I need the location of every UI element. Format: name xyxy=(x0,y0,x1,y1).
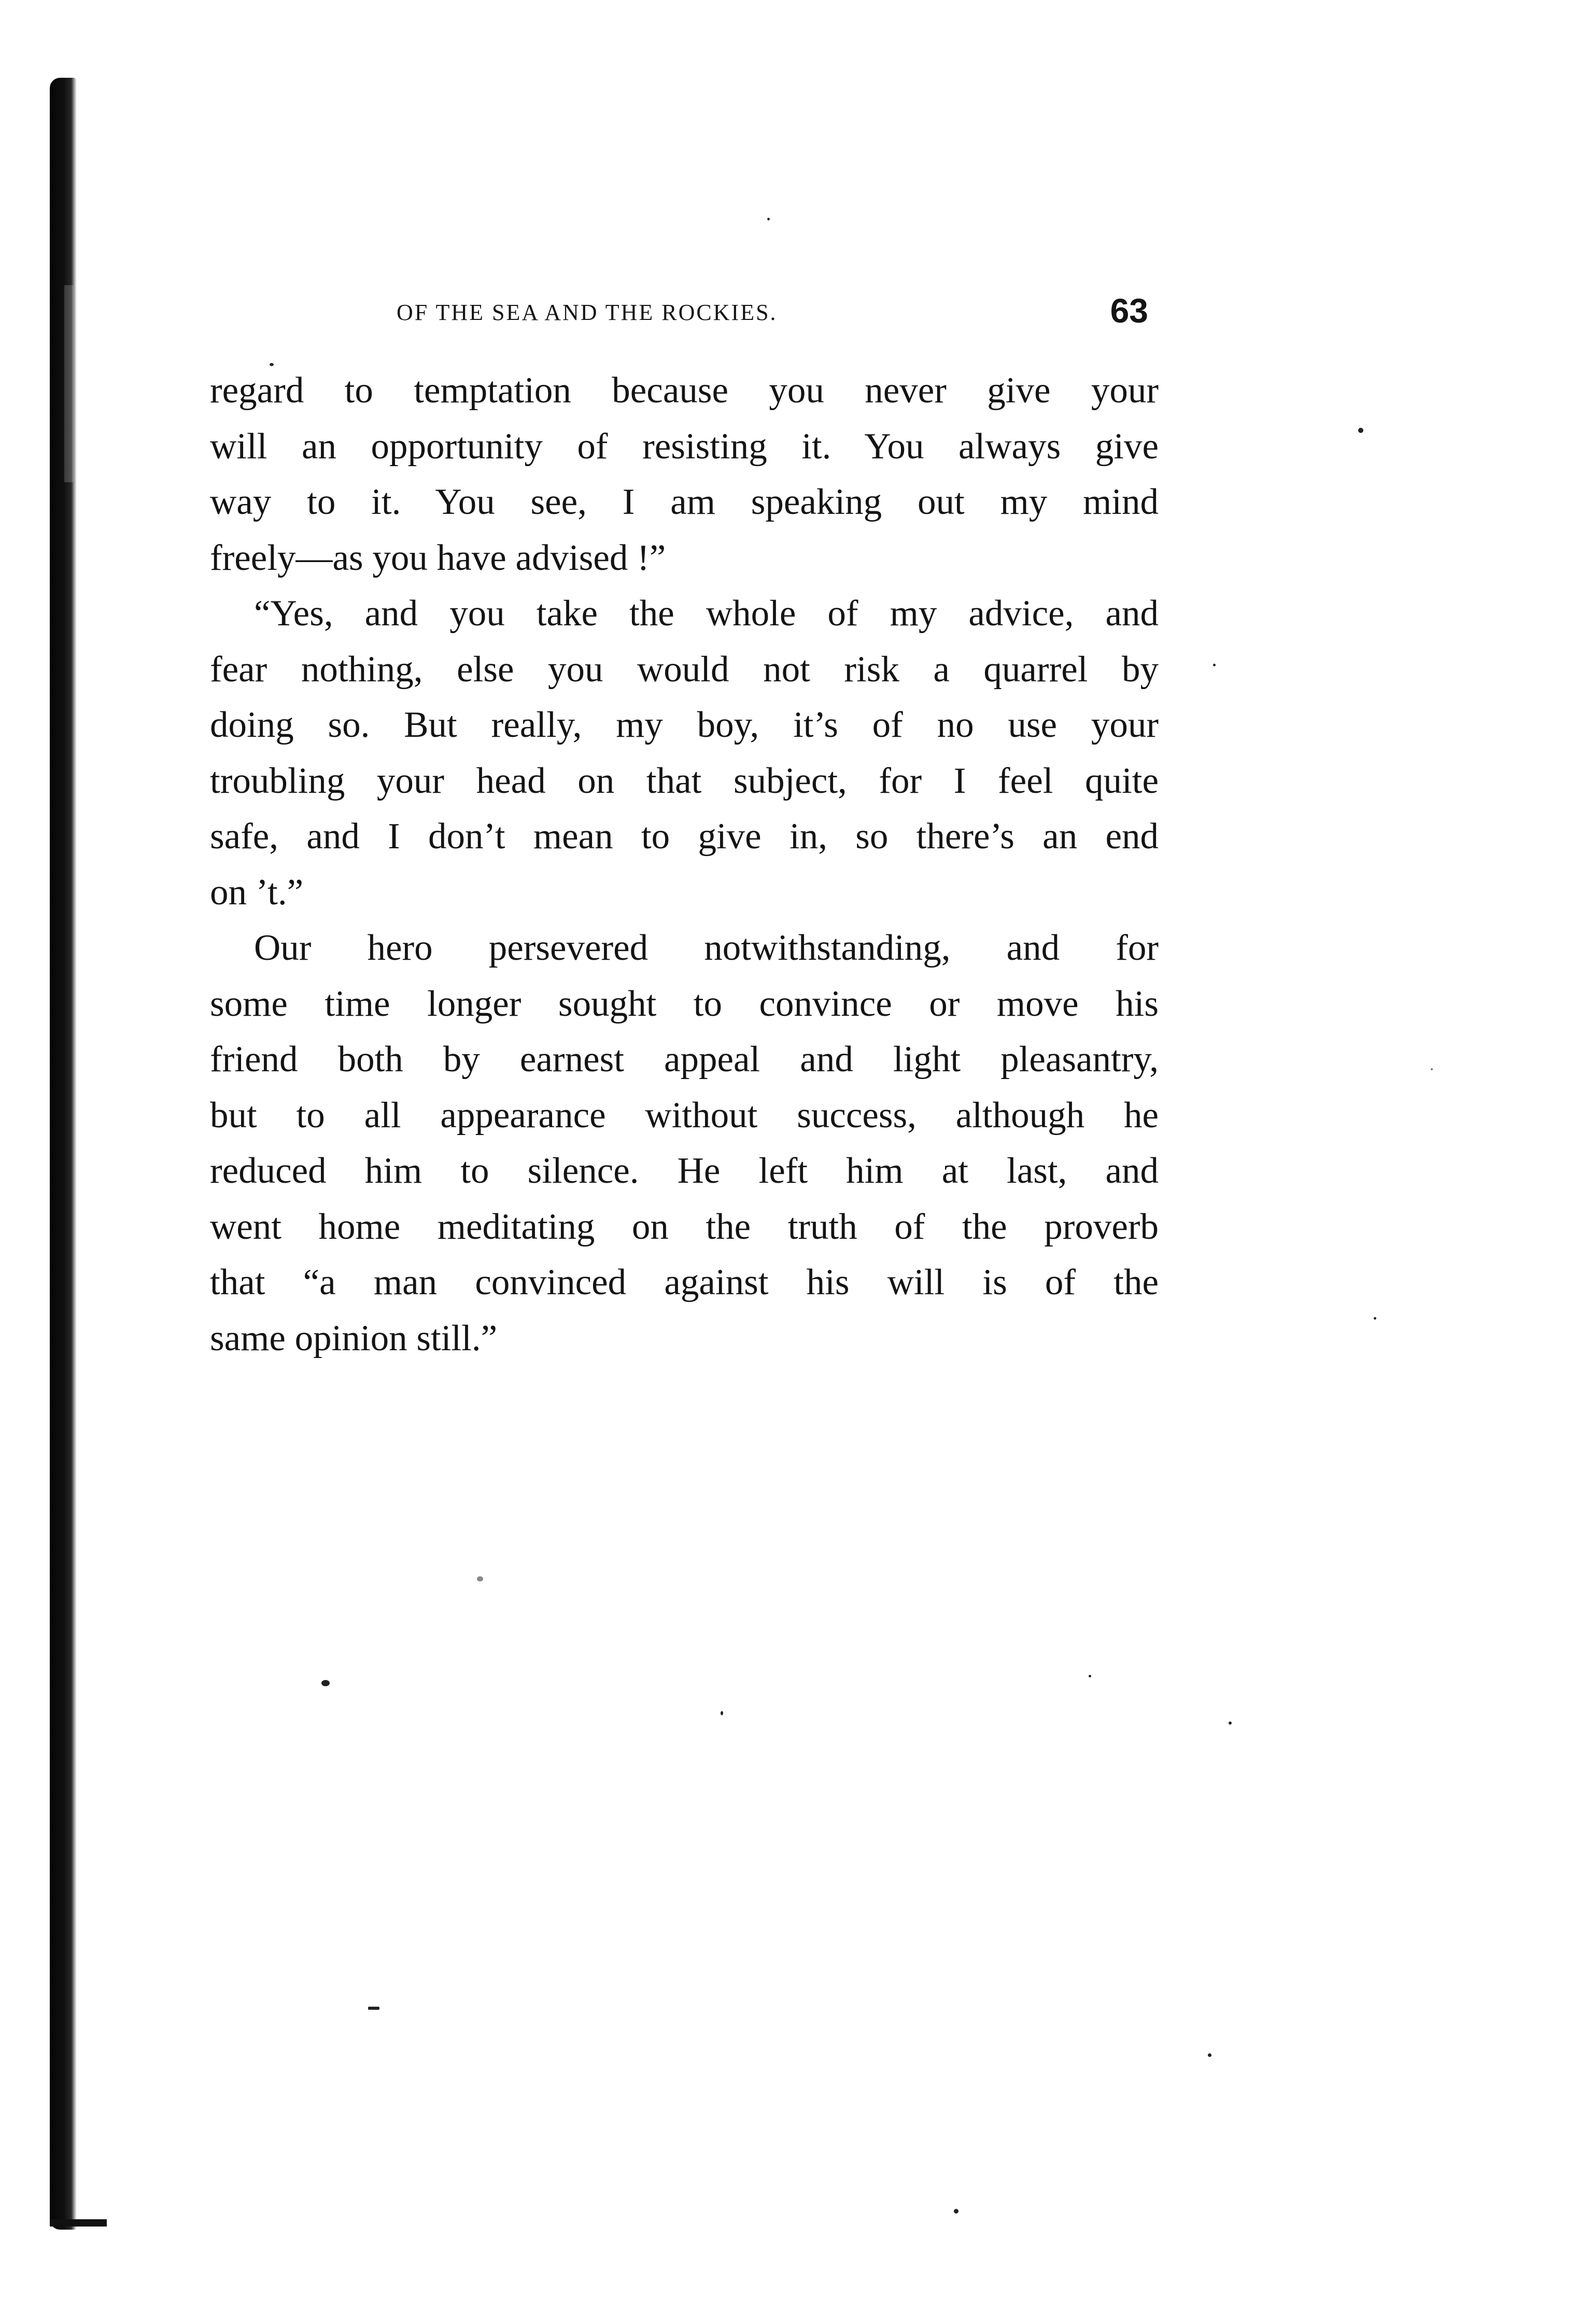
text-line: safe, and I don’t mean to give in, so there’s an end xyxy=(210,816,1159,857)
text-line: fear nothing, else you would not risk a quarrel by xyxy=(210,649,1159,690)
text-line: Our hero persevered notwithstanding, and for xyxy=(254,928,1159,968)
print-speck xyxy=(1374,1317,1376,1320)
text-line: “Yes, and you take the whole of my advice, and xyxy=(254,593,1159,634)
print-speck xyxy=(954,2209,958,2214)
text-line: some time longer sought to convince or move his xyxy=(210,983,1159,1024)
print-speck xyxy=(721,1711,723,1715)
binding-shadow xyxy=(50,78,77,2230)
text-line: regard to temptation because you never give your xyxy=(210,370,1159,411)
print-speck xyxy=(767,218,770,220)
print-speck xyxy=(1229,1721,1232,1725)
paragraph xyxy=(210,920,1159,1366)
text-line: on ’t.” xyxy=(210,872,304,913)
print-speck xyxy=(321,1680,330,1686)
page-number: 63 xyxy=(1110,291,1148,330)
text-line: will an opportunity of resisting it. You always give xyxy=(210,426,1159,467)
print-speck xyxy=(1431,1068,1433,1070)
paragraph xyxy=(210,363,1159,586)
text-line: troubling your head on that subject, for I feel quite xyxy=(210,760,1159,801)
body-text xyxy=(210,363,1159,1366)
text-line: doing so. But really, my boy, it’s of no use your xyxy=(210,705,1159,745)
print-speck xyxy=(368,2007,379,2010)
text-line: way to it. You see, I am speaking out my mind xyxy=(210,482,1159,522)
print-speck xyxy=(1089,1675,1091,1677)
text-line: that “a man convinced against his will is of the xyxy=(210,1262,1159,1303)
paragraph xyxy=(210,586,1159,920)
print-speck xyxy=(1358,428,1363,433)
text-line: reduced him to silence. He left him at last, and xyxy=(210,1151,1159,1191)
binding-shadow-foot xyxy=(50,2219,107,2227)
text-line: went home meditating on the truth of the proverb xyxy=(210,1206,1159,1247)
text-line: but to all appearance without success, although he xyxy=(210,1095,1159,1136)
text-line: same opinion still.” xyxy=(210,1318,498,1359)
text-line: friend both by earnest appeal and light pleasantry, xyxy=(210,1039,1159,1080)
text-line: freely—as you have advised !” xyxy=(210,537,666,578)
print-speck xyxy=(477,1576,483,1581)
print-speck xyxy=(1208,2053,1211,2057)
running-header xyxy=(210,288,1148,334)
running-title: OF THE SEA AND THE ROCKIES. xyxy=(397,300,778,325)
print-speck xyxy=(1213,664,1216,666)
